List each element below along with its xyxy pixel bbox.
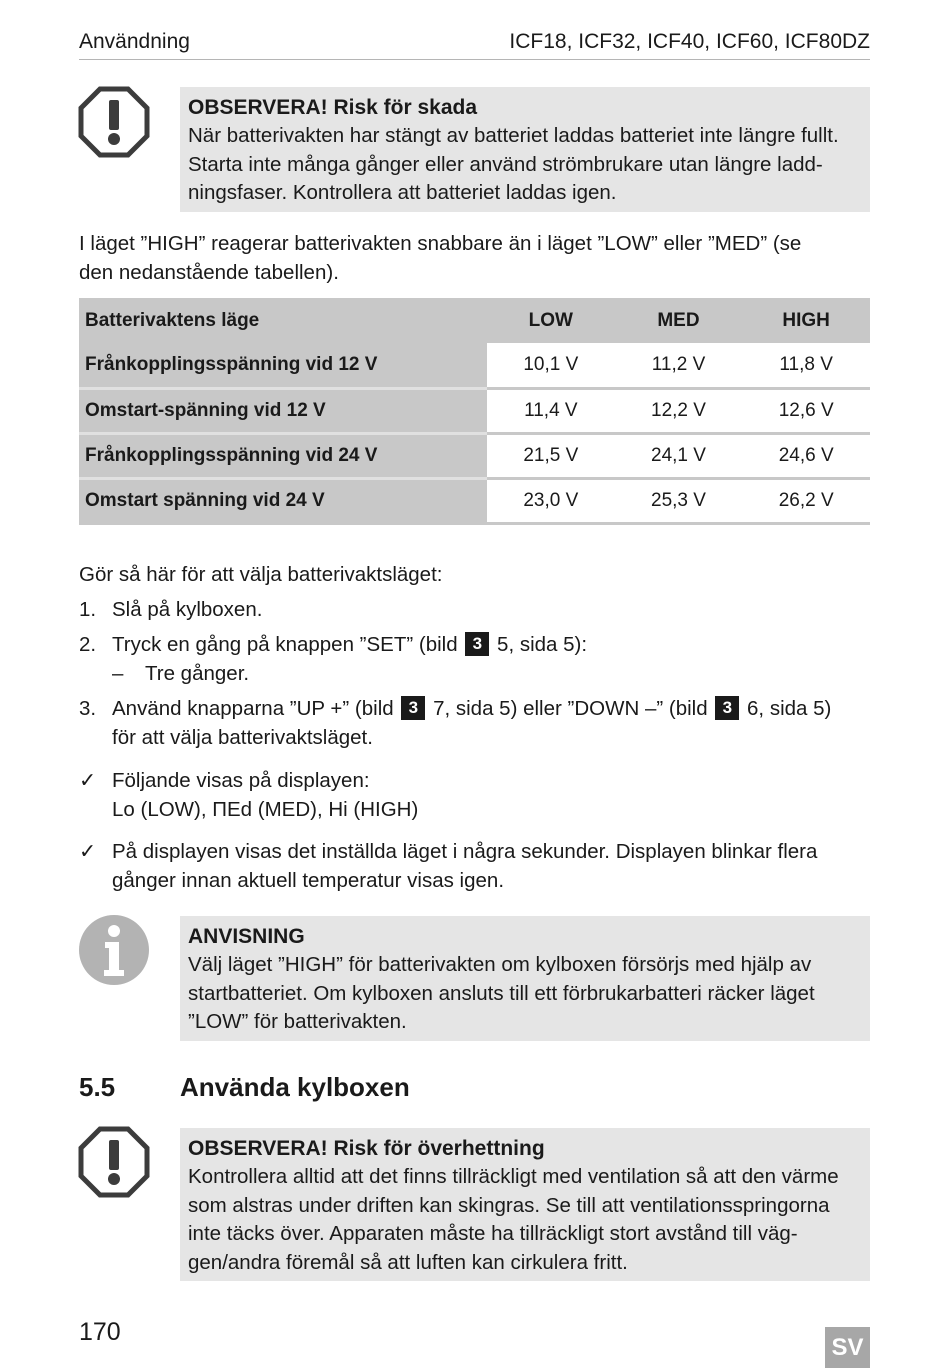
notice-title: OBSERVERA! Risk för överhettning bbox=[188, 1137, 545, 1160]
notice-title: ANVISNING bbox=[188, 925, 305, 948]
table-header-cell: LOW bbox=[487, 298, 615, 343]
table-row-label: Omstart spänning vid 24 V bbox=[79, 478, 487, 523]
battery-guard-table bbox=[79, 298, 870, 525]
notice-line: som alstras under driften kan skingras. Se till att ventilationsspringorna bbox=[188, 1193, 830, 1217]
table-cell: 21,5 V bbox=[487, 433, 615, 478]
paragraph-line: den nedanstående tabellen). bbox=[79, 260, 339, 284]
step-number: 2. bbox=[79, 633, 97, 656]
page-number: 170 bbox=[79, 1318, 121, 1346]
sub-dash: – bbox=[112, 662, 124, 685]
sub-text: Tre gånger. bbox=[145, 662, 250, 685]
step-text-part: för att välja batterivaktsläget. bbox=[112, 725, 373, 749]
notice-body bbox=[188, 1163, 862, 1277]
notice-line: ningsfaser. Kontrollera att batteriet laddas igen. bbox=[188, 181, 617, 204]
step-text-part: Tryck en gång på knappen ”SET” (bild bbox=[112, 633, 458, 656]
intro-paragraph bbox=[79, 230, 870, 287]
notice-line: Kontrollera alltid att det finns tillräckligt med ventilation så att den värme bbox=[188, 1165, 839, 1188]
notice-overheating bbox=[180, 1128, 870, 1281]
table-cell: 10,1 V bbox=[487, 343, 615, 388]
section-number: 5.5 bbox=[79, 1072, 116, 1102]
table-cell: 25,3 V bbox=[615, 478, 743, 523]
header-section-title: Användning bbox=[79, 30, 190, 53]
step-text bbox=[112, 695, 872, 752]
result-text bbox=[112, 767, 872, 824]
notice-advice bbox=[180, 916, 870, 1041]
notice-line: När batterivakten har stängt av batteriet laddas batteriet inte längre fullt. bbox=[188, 124, 839, 147]
result-line: Lo (LOW), ПEd (MED), Hi (HIGH) bbox=[112, 797, 419, 821]
table-row bbox=[79, 478, 870, 523]
notice-line: ”LOW” för batterivakten. bbox=[188, 1010, 407, 1033]
result-text bbox=[112, 838, 872, 895]
table-cell: 24,6 V bbox=[742, 433, 870, 478]
table-row-label: Frånkopplingsspänning vid 12 V bbox=[79, 343, 487, 388]
figure-badge: 3 bbox=[465, 632, 489, 656]
section-title: Använda kylboxen bbox=[180, 1072, 410, 1102]
table-row-label: Omstart-spänning vid 12 V bbox=[79, 388, 487, 433]
step-number: 3. bbox=[79, 697, 97, 720]
warning-icon bbox=[78, 86, 150, 158]
check-icon: ✓ bbox=[79, 840, 97, 863]
notice-line: inte täcks över. Apparaten måste ha tillräckligt stort avstånd till väg- bbox=[188, 1222, 798, 1245]
step-text-part: Använd knapparna ”UP +” (bild bbox=[112, 697, 394, 720]
notice-line: Välj läget ”HIGH” för batterivakten om kylboxen försörjs med hjälp av bbox=[188, 953, 812, 976]
table-row bbox=[79, 433, 870, 478]
notice-body bbox=[188, 122, 862, 208]
notice-title: OBSERVERA! Risk för skada bbox=[188, 96, 478, 119]
table-row-label: Frånkopplingsspänning vid 24 V bbox=[79, 433, 487, 478]
table-header-cell: Batterivaktens läge bbox=[79, 298, 487, 343]
step-text bbox=[112, 631, 872, 660]
step-number: 1. bbox=[79, 598, 97, 621]
info-icon bbox=[78, 914, 150, 986]
result-line: Följande visas på displayen: bbox=[112, 769, 370, 792]
warning-icon bbox=[78, 1126, 150, 1198]
table-cell: 12,2 V bbox=[615, 388, 743, 433]
table-row bbox=[79, 388, 870, 433]
notice-line: Starta inte många gånger eller använd strömbrukare utan längre ladd- bbox=[188, 152, 823, 176]
language-tab: SV bbox=[825, 1327, 870, 1368]
result-line: gånger innan aktuell temperatur visas igen. bbox=[112, 868, 505, 892]
notice-line: startbatteriet. Om kylboxen ansluts till ett förbrukarbatteri räcker läget bbox=[188, 981, 815, 1005]
notice-body bbox=[188, 951, 862, 1037]
page-header bbox=[79, 30, 870, 60]
figure-badge: 3 bbox=[715, 696, 739, 720]
check-icon: ✓ bbox=[79, 769, 97, 792]
step-text-part: 7, sida 5) eller ”DOWN –” (bild bbox=[433, 697, 708, 720]
notice-line: gen/andra föremål så att luften kan cirkulera fritt. bbox=[188, 1250, 628, 1274]
table-cell: 11,4 V bbox=[487, 388, 615, 433]
table-cell: 23,0 V bbox=[487, 478, 615, 523]
table-cell: 11,8 V bbox=[742, 343, 870, 388]
table-header-row bbox=[79, 298, 870, 343]
table-cell: 26,2 V bbox=[742, 478, 870, 523]
header-model-list: ICF18, ICF32, ICF40, ICF60, ICF80DZ bbox=[509, 30, 870, 53]
table-cell: 24,1 V bbox=[615, 433, 743, 478]
result-line: På displayen visas det inställda läget i några sekunder. Displayen blinkar flera bbox=[112, 840, 818, 863]
notice-damage-risk bbox=[180, 87, 870, 212]
step-text: Slå på kylboxen. bbox=[112, 598, 263, 621]
howto-intro: Gör så här för att välja batterivaktsläget: bbox=[79, 563, 443, 586]
table-header-cell: HIGH bbox=[742, 298, 870, 343]
paragraph-line: I läget ”HIGH” reagerar batterivakten snabbare än i läget ”LOW” eller ”MED” (se bbox=[79, 232, 802, 255]
table-cell: 11,2 V bbox=[615, 343, 743, 388]
table-header-cell: MED bbox=[615, 298, 743, 343]
figure-badge: 3 bbox=[401, 696, 425, 720]
step-text-part: 5, sida 5): bbox=[497, 633, 588, 656]
step-text-part: 6, sida 5) bbox=[747, 697, 832, 720]
table-row bbox=[79, 343, 870, 388]
table-cell: 12,6 V bbox=[742, 388, 870, 433]
